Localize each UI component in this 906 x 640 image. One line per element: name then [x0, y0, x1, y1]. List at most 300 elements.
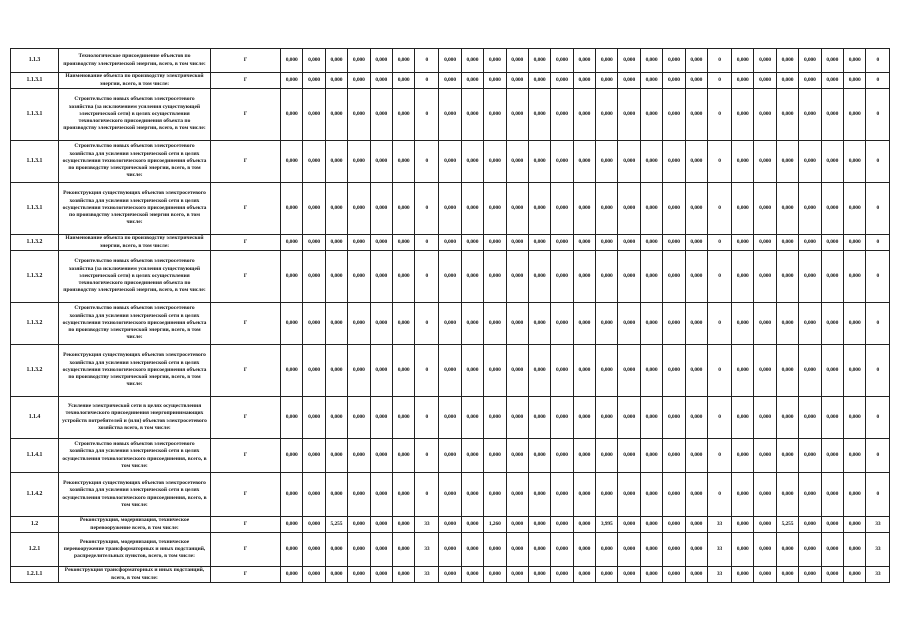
- value-cell: 0,000: [596, 533, 618, 567]
- value-cell: 0,000: [551, 345, 573, 397]
- row-unit: Г: [211, 345, 281, 397]
- value-cell: 0,000: [461, 89, 483, 141]
- value-cell: 0: [415, 49, 439, 73]
- value-cell: 0,000: [370, 345, 392, 397]
- value-cell: 0,000: [281, 345, 303, 397]
- value-cell: 0,000: [799, 89, 821, 141]
- value-cell: 0,000: [843, 183, 865, 235]
- value-cell: 1,260: [484, 517, 506, 533]
- value-cell: 0,000: [439, 183, 461, 235]
- value-cell: 0: [415, 251, 439, 303]
- value-cell: 0: [866, 235, 890, 251]
- row-unit: Г: [211, 567, 281, 583]
- row-unit: Г: [211, 251, 281, 303]
- value-cell: 0,000: [348, 517, 370, 533]
- value-cell: 0,000: [348, 49, 370, 73]
- row-unit: Г: [211, 141, 281, 183]
- value-cell: 0,000: [821, 49, 843, 73]
- value-cell: 0: [866, 473, 890, 517]
- table-row: [11, 345, 890, 397]
- value-cell: 0,000: [281, 251, 303, 303]
- value-cell: 0,000: [732, 533, 754, 567]
- value-cell: 0,000: [685, 533, 707, 567]
- value-cell: 0,000: [754, 183, 776, 235]
- value-cell: 0: [415, 303, 439, 345]
- value-cell: 0,000: [843, 141, 865, 183]
- value-cell: 0,000: [484, 397, 506, 439]
- value-cell: 0,000: [843, 73, 865, 89]
- value-cell: 0,000: [325, 73, 347, 89]
- value-cell: 33: [415, 567, 439, 583]
- value-cell: 0,000: [596, 303, 618, 345]
- value-cell: 0,000: [754, 567, 776, 583]
- value-cell: 0,000: [528, 49, 550, 73]
- value-cell: 0,000: [776, 533, 798, 567]
- table-row: [11, 439, 890, 473]
- value-cell: 0,000: [618, 141, 640, 183]
- value-cell: 0,000: [596, 89, 618, 141]
- value-cell: 0,000: [370, 567, 392, 583]
- value-cell: 0,000: [303, 73, 325, 89]
- value-cell: 0,000: [799, 251, 821, 303]
- value-cell: 0,000: [776, 89, 798, 141]
- value-cell: 0,000: [776, 141, 798, 183]
- table-row: [11, 397, 890, 439]
- value-cell: 0,000: [685, 49, 707, 73]
- value-cell: 0,000: [776, 473, 798, 517]
- value-cell: 0,000: [573, 303, 595, 345]
- value-cell: 0,000: [732, 183, 754, 235]
- value-cell: 0,000: [776, 235, 798, 251]
- row-code: 1.1.3.2: [11, 251, 59, 303]
- value-cell: 0,000: [754, 397, 776, 439]
- value-cell: 0,000: [732, 439, 754, 473]
- row-name: Строительство новых объектов электросетевого хозяйства для усиления электрической сети в целях осуществления технологического присоединения объекта по производству электрической энергии, всего, в том числе:: [59, 141, 211, 183]
- value-cell: 0,000: [799, 517, 821, 533]
- value-cell: 0,000: [754, 533, 776, 567]
- value-cell: 0,000: [528, 533, 550, 567]
- value-cell: 0,000: [776, 183, 798, 235]
- value-cell: 0,000: [685, 345, 707, 397]
- value-cell: 0: [708, 303, 732, 345]
- value-cell: 0,000: [843, 251, 865, 303]
- value-cell: 0,000: [439, 49, 461, 73]
- value-cell: 0,000: [821, 89, 843, 141]
- value-cell: 0: [866, 89, 890, 141]
- value-cell: 0: [708, 473, 732, 517]
- value-cell: 0: [866, 251, 890, 303]
- value-cell: 0,000: [325, 473, 347, 517]
- value-cell: 0,000: [325, 567, 347, 583]
- table-row: [11, 49, 890, 73]
- value-cell: 0,000: [461, 49, 483, 73]
- value-cell: 0,000: [843, 89, 865, 141]
- value-cell: 0,000: [596, 235, 618, 251]
- value-cell: 0,000: [821, 141, 843, 183]
- value-cell: 0: [708, 235, 732, 251]
- row-unit: Г: [211, 303, 281, 345]
- value-cell: 0,000: [303, 303, 325, 345]
- value-cell: 0: [708, 49, 732, 73]
- value-cell: 0,000: [663, 533, 685, 567]
- value-cell: 33: [415, 533, 439, 567]
- value-cell: 0,000: [484, 345, 506, 397]
- value-cell: 0,000: [618, 89, 640, 141]
- row-name: Усиление электрической сети в целях осуществления технологического присоединения энергопринимающих устройств потребителей и (или) объектов электросетевого хозяйства всего, в том числе:: [59, 397, 211, 439]
- value-cell: 0,000: [528, 183, 550, 235]
- value-cell: 0,000: [573, 141, 595, 183]
- value-cell: 0,000: [392, 89, 414, 141]
- value-cell: 0,000: [439, 473, 461, 517]
- value-cell: 0,000: [618, 49, 640, 73]
- value-cell: 0,000: [640, 567, 662, 583]
- value-cell: 0,000: [370, 251, 392, 303]
- value-cell: 0,000: [370, 89, 392, 141]
- row-code: 1.2.1: [11, 533, 59, 567]
- value-cell: 0,000: [640, 49, 662, 73]
- value-cell: 0,000: [573, 533, 595, 567]
- value-cell: 0,000: [618, 183, 640, 235]
- value-cell: 0,000: [281, 235, 303, 251]
- value-cell: 0,000: [370, 397, 392, 439]
- value-cell: 0,000: [348, 345, 370, 397]
- value-cell: 0,000: [325, 183, 347, 235]
- value-cell: 0,000: [461, 141, 483, 183]
- value-cell: 0,000: [618, 397, 640, 439]
- value-cell: 0,000: [303, 517, 325, 533]
- value-cell: 0,000: [528, 251, 550, 303]
- value-cell: 0,000: [348, 397, 370, 439]
- value-cell: 0,000: [528, 397, 550, 439]
- value-cell: 0,000: [551, 235, 573, 251]
- value-cell: 0,000: [821, 567, 843, 583]
- value-cell: 0,000: [685, 397, 707, 439]
- value-cell: 0,000: [506, 141, 528, 183]
- value-cell: 33: [708, 517, 732, 533]
- table-row: [11, 73, 890, 89]
- value-cell: 0,000: [551, 73, 573, 89]
- value-cell: 0,000: [506, 517, 528, 533]
- value-cell: 0,000: [281, 73, 303, 89]
- value-cell: 0,000: [325, 49, 347, 73]
- table-row: [11, 235, 890, 251]
- value-cell: 0,000: [348, 303, 370, 345]
- value-cell: 0,000: [640, 89, 662, 141]
- value-cell: 0,000: [281, 517, 303, 533]
- value-cell: 0: [415, 141, 439, 183]
- value-cell: 0,000: [596, 183, 618, 235]
- value-cell: 0,000: [528, 345, 550, 397]
- value-cell: 0,000: [325, 303, 347, 345]
- value-cell: 0,000: [776, 567, 798, 583]
- value-cell: 0,000: [799, 397, 821, 439]
- value-cell: 0,000: [303, 397, 325, 439]
- row-code: 1.1.3.1: [11, 183, 59, 235]
- value-cell: 0: [415, 439, 439, 473]
- value-cell: 0,000: [843, 567, 865, 583]
- value-cell: 0,000: [732, 89, 754, 141]
- value-cell: 0,000: [843, 303, 865, 345]
- value-cell: 0,000: [461, 567, 483, 583]
- value-cell: 0,000: [843, 439, 865, 473]
- value-cell: 0,000: [439, 235, 461, 251]
- value-cell: 0,000: [506, 533, 528, 567]
- value-cell: 0,000: [685, 439, 707, 473]
- value-cell: 0,000: [663, 567, 685, 583]
- row-name: Строительство новых объектов электросетевого хозяйства (за исключением усиления существующей электрической сети) в целях осуществления технологического присоединения объекта по производству электрической энергии, всего, в том числе:: [59, 89, 211, 141]
- value-cell: 0,000: [754, 89, 776, 141]
- value-cell: 0,000: [799, 473, 821, 517]
- value-cell: 0,000: [506, 49, 528, 73]
- value-cell: 33: [866, 517, 890, 533]
- row-name: Строительство новых объектов электросетевого хозяйства для усиления электрической сети в целях осуществления технологического присоединения, всего, в том числе:: [59, 439, 211, 473]
- value-cell: 5,255: [776, 517, 798, 533]
- table-row: [11, 473, 890, 517]
- value-cell: 0,000: [618, 251, 640, 303]
- value-cell: 0,000: [799, 183, 821, 235]
- value-cell: 0: [415, 397, 439, 439]
- value-cell: 0,000: [640, 439, 662, 473]
- value-cell: 0,000: [348, 473, 370, 517]
- value-cell: 0,000: [776, 439, 798, 473]
- value-cell: 0,000: [821, 517, 843, 533]
- value-cell: 0,000: [663, 73, 685, 89]
- value-cell: 0,000: [439, 345, 461, 397]
- value-cell: 0,000: [506, 303, 528, 345]
- value-cell: 0,000: [484, 49, 506, 73]
- value-cell: 0,000: [281, 141, 303, 183]
- value-cell: 0,000: [392, 345, 414, 397]
- value-cell: 0,000: [596, 73, 618, 89]
- value-cell: 0,000: [303, 567, 325, 583]
- value-cell: 0: [866, 303, 890, 345]
- value-cell: 0,000: [439, 397, 461, 439]
- value-cell: 0,000: [392, 235, 414, 251]
- row-unit: Г: [211, 473, 281, 517]
- value-cell: 0,000: [663, 345, 685, 397]
- value-cell: 0,000: [303, 141, 325, 183]
- row-name: Технологическое присоединение объектов по производству электрической энергии, всего, в том числе:: [59, 49, 211, 73]
- value-cell: 0,000: [799, 235, 821, 251]
- row-name: Реконструкция существующих объектов электросетевого хозяйства для усиления электрической сети в целях осуществления технологического присоединения, всего, в том числе:: [59, 473, 211, 517]
- value-cell: 0,000: [370, 141, 392, 183]
- value-cell: 0,000: [348, 439, 370, 473]
- value-cell: 0,000: [732, 303, 754, 345]
- value-cell: 0,000: [325, 141, 347, 183]
- value-cell: 0,000: [640, 235, 662, 251]
- table-row: [11, 183, 890, 235]
- value-cell: 0,000: [685, 89, 707, 141]
- value-cell: 0,000: [303, 235, 325, 251]
- value-cell: 0,000: [776, 345, 798, 397]
- row-code: 1.1.3.1: [11, 141, 59, 183]
- value-cell: 0,000: [663, 49, 685, 73]
- value-cell: 0,000: [640, 517, 662, 533]
- row-name: Строительство новых объектов электросетевого хозяйства (за исключением усиления существующей электрической сети) в целях осуществления технологического присоединения объекта по производству электрической энергии, всего, в том числе:: [59, 251, 211, 303]
- value-cell: 0,000: [370, 49, 392, 73]
- document-page: [10, 48, 880, 583]
- value-cell: 0,000: [821, 473, 843, 517]
- value-cell: 0,000: [618, 517, 640, 533]
- value-cell: 0,000: [370, 439, 392, 473]
- value-cell: 0,000: [392, 517, 414, 533]
- value-cell: 0,000: [596, 567, 618, 583]
- value-cell: 0,000: [573, 183, 595, 235]
- value-cell: 0,000: [303, 533, 325, 567]
- value-cell: 0,000: [843, 473, 865, 517]
- value-cell: 0,000: [596, 49, 618, 73]
- value-cell: 0,000: [843, 517, 865, 533]
- value-cell: 0,000: [843, 397, 865, 439]
- value-cell: 0,000: [573, 517, 595, 533]
- value-cell: 0,000: [303, 251, 325, 303]
- value-cell: 0,000: [528, 89, 550, 141]
- value-cell: 0,000: [370, 73, 392, 89]
- value-cell: 0,000: [392, 439, 414, 473]
- value-cell: 0: [415, 473, 439, 517]
- value-cell: 0,000: [821, 73, 843, 89]
- value-cell: 0,000: [732, 397, 754, 439]
- value-cell: 0,000: [303, 89, 325, 141]
- value-cell: 0,000: [506, 235, 528, 251]
- value-cell: 0,000: [618, 303, 640, 345]
- value-cell: 0,000: [799, 141, 821, 183]
- value-cell: 0,000: [663, 517, 685, 533]
- value-cell: 0,000: [303, 183, 325, 235]
- value-cell: 0,000: [461, 345, 483, 397]
- value-cell: 0,000: [573, 49, 595, 73]
- value-cell: 0,000: [573, 473, 595, 517]
- value-cell: 0,000: [640, 345, 662, 397]
- value-cell: 0,000: [663, 303, 685, 345]
- value-cell: 0,000: [325, 235, 347, 251]
- value-cell: 0,000: [348, 73, 370, 89]
- table-row: [11, 567, 890, 583]
- value-cell: 0,000: [528, 517, 550, 533]
- value-cell: 0,000: [776, 397, 798, 439]
- value-cell: 0,000: [799, 439, 821, 473]
- row-code: 1.1.3: [11, 49, 59, 73]
- value-cell: 0,000: [640, 251, 662, 303]
- value-cell: 0,000: [843, 49, 865, 73]
- value-cell: 0,000: [754, 73, 776, 89]
- value-cell: 0,000: [484, 73, 506, 89]
- value-cell: 0,000: [732, 567, 754, 583]
- value-cell: 0,000: [596, 345, 618, 397]
- value-cell: 0,000: [281, 89, 303, 141]
- value-cell: 0,000: [461, 183, 483, 235]
- value-cell: 0,000: [484, 183, 506, 235]
- value-cell: 0,000: [596, 141, 618, 183]
- value-cell: 0,000: [754, 473, 776, 517]
- value-cell: 0,000: [551, 533, 573, 567]
- value-cell: 0,000: [484, 533, 506, 567]
- value-cell: 0,000: [303, 439, 325, 473]
- value-cell: 0,000: [439, 141, 461, 183]
- value-cell: 0,000: [685, 303, 707, 345]
- value-cell: 0,000: [325, 345, 347, 397]
- value-cell: 0,000: [370, 533, 392, 567]
- value-cell: 0,000: [348, 183, 370, 235]
- value-cell: 0,000: [732, 251, 754, 303]
- value-cell: 0,000: [551, 517, 573, 533]
- value-cell: 0,000: [461, 533, 483, 567]
- value-cell: 0,000: [573, 73, 595, 89]
- row-code: 1.1.4.1: [11, 439, 59, 473]
- value-cell: 0,000: [685, 567, 707, 583]
- row-name: Реконструкция трансформаторных и иных подстанций, всего, в том числе:: [59, 567, 211, 583]
- value-cell: 0,000: [528, 141, 550, 183]
- row-unit: Г: [211, 533, 281, 567]
- value-cell: 0,000: [551, 141, 573, 183]
- value-cell: 0,000: [821, 397, 843, 439]
- value-cell: 0,000: [596, 473, 618, 517]
- row-unit: Г: [211, 73, 281, 89]
- value-cell: 0: [708, 251, 732, 303]
- value-cell: 0,000: [528, 473, 550, 517]
- value-cell: 0,000: [439, 73, 461, 89]
- value-cell: 0,000: [551, 567, 573, 583]
- row-code: 1.1.3.2: [11, 235, 59, 251]
- value-cell: 0,000: [281, 533, 303, 567]
- value-cell: 0,000: [732, 345, 754, 397]
- table-row: [11, 251, 890, 303]
- value-cell: 0,000: [325, 533, 347, 567]
- value-cell: 0,000: [596, 251, 618, 303]
- value-cell: 0,000: [551, 303, 573, 345]
- value-cell: 0,000: [821, 533, 843, 567]
- value-cell: 0,000: [439, 89, 461, 141]
- value-cell: 0,000: [461, 235, 483, 251]
- value-cell: 0,000: [281, 397, 303, 439]
- value-cell: 0,000: [484, 473, 506, 517]
- value-cell: 0,000: [663, 183, 685, 235]
- value-cell: 0,000: [732, 235, 754, 251]
- value-cell: 33: [866, 567, 890, 583]
- table-row: [11, 303, 890, 345]
- value-cell: 0,000: [640, 533, 662, 567]
- value-cell: 0,000: [461, 473, 483, 517]
- value-cell: 0,000: [799, 303, 821, 345]
- row-code: 1.1.3.1: [11, 73, 59, 89]
- value-cell: 0,000: [370, 303, 392, 345]
- value-cell: 0,000: [799, 73, 821, 89]
- value-cell: 0,000: [732, 141, 754, 183]
- value-cell: 0,000: [484, 567, 506, 583]
- value-cell: 0,000: [640, 303, 662, 345]
- row-code: 1.2: [11, 517, 59, 533]
- value-cell: 0,000: [325, 251, 347, 303]
- value-cell: 0,000: [573, 251, 595, 303]
- value-cell: 0,000: [281, 439, 303, 473]
- value-cell: 0: [708, 345, 732, 397]
- value-cell: 0,000: [484, 303, 506, 345]
- value-cell: 0,000: [754, 517, 776, 533]
- value-cell: 0: [866, 439, 890, 473]
- value-cell: 0,000: [392, 303, 414, 345]
- value-cell: 0: [866, 397, 890, 439]
- value-cell: 0,000: [392, 251, 414, 303]
- value-cell: 0,000: [776, 73, 798, 89]
- value-cell: 0,000: [843, 235, 865, 251]
- value-cell: 0,000: [551, 49, 573, 73]
- value-cell: 0,000: [551, 89, 573, 141]
- row-code: 1.1.3.2: [11, 345, 59, 397]
- value-cell: 0,000: [439, 567, 461, 583]
- value-cell: 0,000: [528, 303, 550, 345]
- value-cell: 0,000: [573, 345, 595, 397]
- value-cell: 0: [708, 439, 732, 473]
